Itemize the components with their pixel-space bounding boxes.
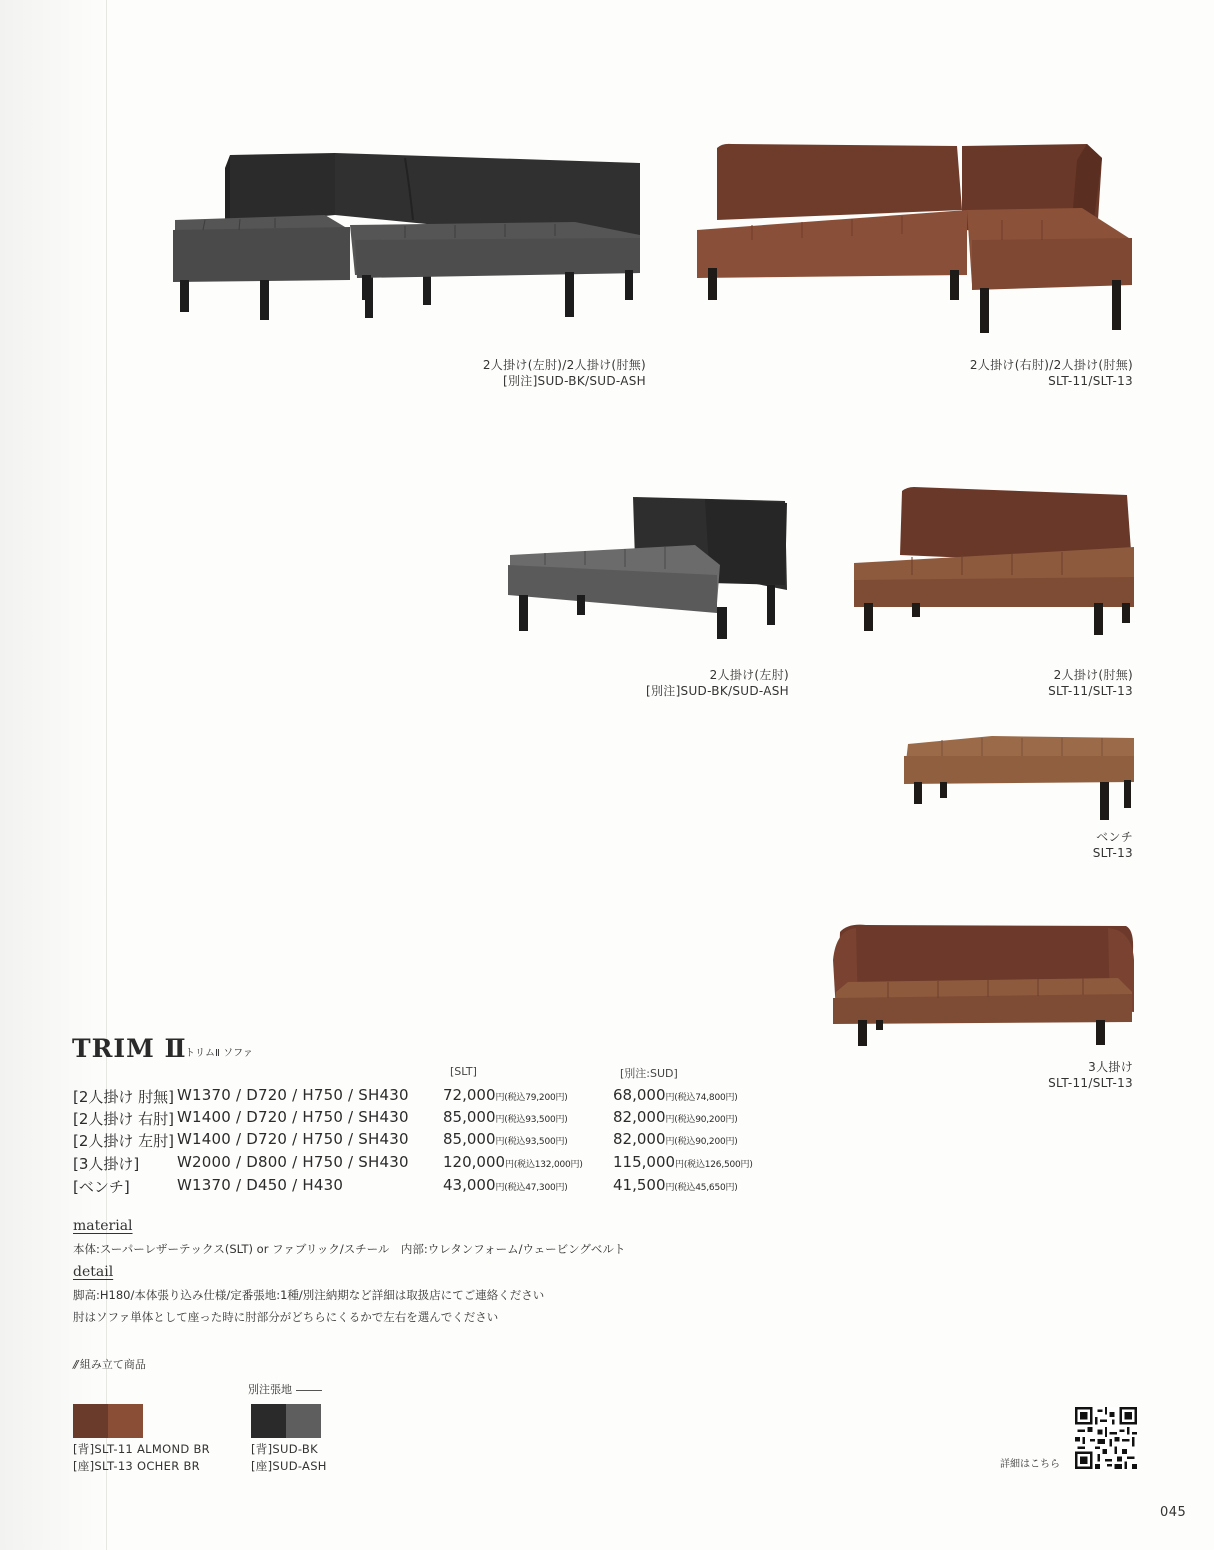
caption-model: 3人掛け (1088, 1060, 1133, 1074)
spec-label: [2人掛け 左肘] (73, 1132, 175, 1150)
detail-text-2: 肘はソファ単体として座った時に肘部分がどちらにくるかで左右を選んでください (73, 1310, 499, 1324)
product-caption-3 (646, 667, 789, 699)
caption-fabric: SLT-13 (1092, 846, 1133, 860)
product-caption-1 (483, 357, 646, 389)
product-photo-bench (902, 732, 1135, 822)
price-sud: 41,500円(税込45,650円) (613, 1176, 738, 1194)
material-text: 本体:スーパーレザーテックス(SLT) or ファブリック/スチール 内部:ウレタンフォーム/ウェービングベルト (73, 1242, 626, 1256)
spec-row (73, 1086, 793, 1108)
product-photo-black-left-arm-sofa (505, 495, 790, 640)
spec-dimensions: W2000 / D800 / H750 / SH430 (177, 1153, 409, 1171)
caption-fabric: SLT-11/SLT-13 (1048, 1076, 1133, 1090)
detail-text-1: 脚高:H180/本体張り込み仕様/定番張地:1種/別注納期など詳細は取扱店にてご連絡ください (73, 1288, 545, 1302)
price-slt: 72,000円(税込79,200円) (443, 1086, 568, 1104)
product-subtitle: トリムⅡ ソファ (185, 1048, 253, 1059)
spec-dimensions: W1370 / D720 / H750 / SH430 (177, 1086, 409, 1104)
detail-heading: detail (73, 1264, 114, 1280)
caption-fabric: [別注]SUD-BK/SUD-ASH (502, 374, 646, 388)
spec-row (73, 1176, 793, 1198)
material-heading: material (73, 1218, 133, 1234)
swatch-seat-color (286, 1404, 321, 1438)
assembly-label: 組み立て商品 (79, 1358, 146, 1371)
product-photo-black-corner-sofa (165, 150, 650, 330)
product-photo-brown-corner-sofa (692, 140, 1137, 340)
swatch-seat-color (108, 1404, 143, 1438)
spec-dimensions: W1400 / D720 / H750 / SH430 (177, 1130, 409, 1148)
caption-model: 2人掛け(左肘)/2人掛け(肘無) (482, 358, 646, 372)
price-slt: 120,000円(税込132,000円) (443, 1153, 583, 1171)
swatch-back-color (73, 1404, 108, 1438)
caption-model: 2人掛け(左肘) (709, 668, 789, 682)
product-caption-6 (1048, 1059, 1133, 1091)
spec-row (73, 1130, 793, 1152)
caption-model: 2人掛け(右肘)/2人掛け(肘無) (969, 358, 1133, 372)
spec-label: [3人掛け] (73, 1155, 140, 1173)
assembly-icon: // (73, 1358, 77, 1371)
price-slt: 43,000円(税込47,300円) (443, 1176, 568, 1194)
price-slt: 85,000円(税込93,500円) (443, 1108, 568, 1126)
qr-label: 詳細はこちら (1000, 1459, 1060, 1470)
caption-fabric: SLT-11/SLT-13 (1048, 374, 1133, 388)
custom-swatch-caption: [背]SUD-BK [座]SUD-ASH (251, 1442, 327, 1473)
price-sud: 82,000円(税込90,200円) (613, 1130, 738, 1148)
spec-dimensions: W1370 / D450 / H430 (177, 1176, 344, 1194)
standard-swatch-caption: [背]SLT-11 ALMOND BR [座]SLT-13 OCHER BR (73, 1442, 210, 1473)
spec-dimensions: W1400 / D720 / H750 / SH430 (177, 1108, 409, 1126)
product-photo-brown-three-seater (828, 920, 1136, 1048)
product-caption-2 (970, 357, 1133, 389)
product-caption-5 (1093, 829, 1133, 861)
price-sud: 68,000円(税込74,800円) (613, 1086, 738, 1104)
price-header-sud: [別注:SUD] (620, 1067, 678, 1080)
spec-label: [2人掛け 肘無] (73, 1088, 175, 1106)
product-caption-4 (1048, 667, 1133, 699)
caption-fabric: SLT-11/SLT-13 (1048, 684, 1133, 698)
spec-row (73, 1108, 793, 1130)
price-sud: 115,000円(税込126,500円) (613, 1153, 753, 1171)
price-header-slt: [SLT] (450, 1065, 477, 1078)
qr-code-icon[interactable] (1075, 1407, 1137, 1469)
caption-fabric: [別注]SUD-BK/SUD-ASH (645, 684, 789, 698)
product-photo-brown-armless-sofa (852, 485, 1138, 635)
spec-row (73, 1153, 793, 1175)
custom-fabric-label: 別注張地 (248, 1381, 322, 1397)
price-sud: 82,000円(税込90,200円) (613, 1108, 738, 1126)
page-number: 045 (1160, 1505, 1187, 1520)
swatch-back-color (251, 1404, 286, 1438)
spec-label: [ベンチ] (73, 1178, 130, 1196)
caption-model: 2人掛け(肘無) (1053, 668, 1133, 682)
caption-model: ベンチ (1096, 830, 1133, 844)
spec-label: [2人掛け 右肘] (73, 1110, 175, 1128)
assembly-note (73, 1356, 146, 1372)
price-slt: 85,000円(税込93,500円) (443, 1130, 568, 1148)
custom-fabric-swatch (251, 1404, 321, 1438)
product-title: TRIM Ⅱ (72, 1034, 187, 1063)
standard-fabric-swatch (73, 1404, 143, 1438)
